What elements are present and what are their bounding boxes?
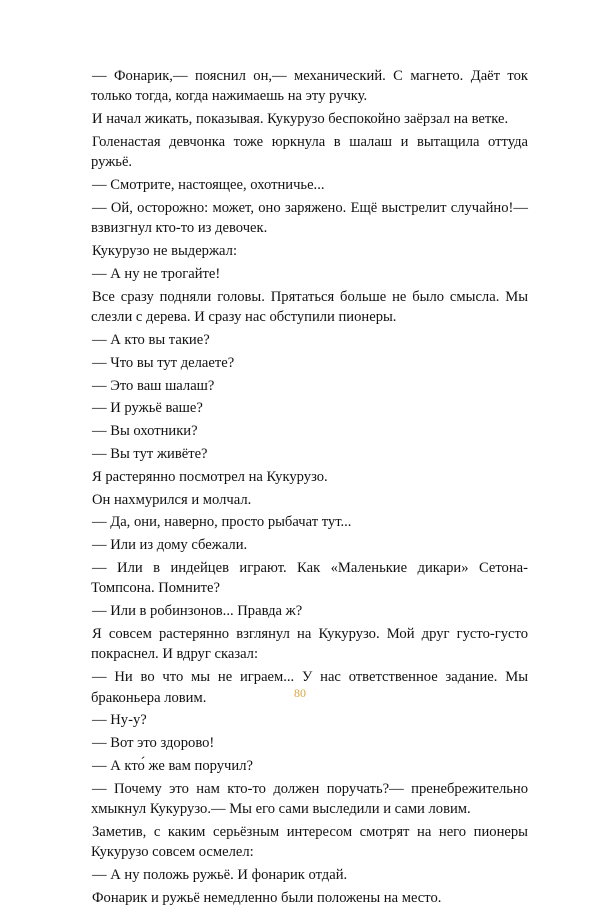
paragraph-12: — И ружьё ваше?	[92, 400, 203, 417]
paragraph-9: — А кто вы такие?	[92, 332, 210, 348]
paragraph-1: — Фонарик,— пояснил он,— механический. С магнето. Даёт ток только тогда, когда нажимаешь на эту ручку.	[91, 68, 528, 105]
paragraph-19: — Или в индейцев играют. Как «Маленькие дикари» Сетона-Томпсона. Помните?	[91, 559, 528, 597]
paragraph-20: — Или в робинзонов... Правда ж?	[92, 603, 303, 620]
text-body	[91, 66, 528, 911]
paragraph-22: — Ни во что мы не играем... У нас ответственное задание. Мы браконьера ловим.	[91, 669, 528, 706]
paragraph-25: — А кто́ же вам поручил?	[92, 757, 253, 774]
paragraph-27: Заметив, с каким серьёзным интересом смотрят на него пионеры Кукурузо совсем осмелел:	[91, 823, 528, 861]
paragraph-7: — А ну не трогайте!	[92, 266, 221, 282]
paragraph-28: — А ну положь ружьё. И фонарик отдай.	[92, 867, 348, 884]
paragraph-18: — Или из дому сбежали.	[92, 537, 248, 554]
paragraph-4: — Смотрите, настоящее, охотничье...	[92, 177, 325, 194]
paragraph-10: — Что вы тут делаете?	[92, 354, 235, 371]
paragraph-2: И начал жикать, показывая. Кукурузо беспокойно заёрзал на ветке.	[92, 111, 509, 128]
paragraph-21: Я совсем растерянно взглянул на Кукурузо. Мой друг густо-густо покраснел. И вдруг сказал:	[91, 625, 528, 663]
paragraph-23: — Ну-у?	[92, 712, 147, 729]
paragraph-14: — Вы тут живёте?	[92, 445, 208, 462]
paragraph-16: Он нахмурился и молчал.	[92, 491, 252, 508]
paragraph-29: Фонарик и ружьё немедленно были положены на место.	[92, 889, 442, 906]
paragraph-11: — Это ваш шалаш?	[92, 377, 215, 394]
page-number: 80	[294, 686, 306, 700]
paragraph-6: Кукурузо не выдержал:	[92, 243, 237, 260]
paragraph-15: Я растерянно посмотрел на Кукурузо.	[92, 468, 328, 485]
paragraph-13: — Вы охотники?	[92, 423, 198, 440]
paragraph-26: — Почему это нам кто-то должен поручать?— пренебрежительно хмыкнул Кукурузо.— Мы его сами выследили и сами ловим.	[91, 780, 528, 818]
paragraph-3: Голенастая девчонка тоже юркнула в шалаш и вытащила оттуда ружьё.	[91, 134, 528, 171]
paragraph-24: — Вот это здорово!	[92, 735, 215, 752]
paragraph-8: Все сразу подняли головы. Прятаться больше не было смысла. Мы слезли с дерева. И сразу нас обступили пионеры.	[91, 288, 528, 326]
paragraph-17: — Да, они, наверно, просто рыбачат тут...	[92, 514, 352, 531]
paragraph-5: — Ой, осторожно: может, оно заряжено. Ещё выстрелит случайно!— взвизгнул кто-то из девочек.	[91, 200, 528, 237]
